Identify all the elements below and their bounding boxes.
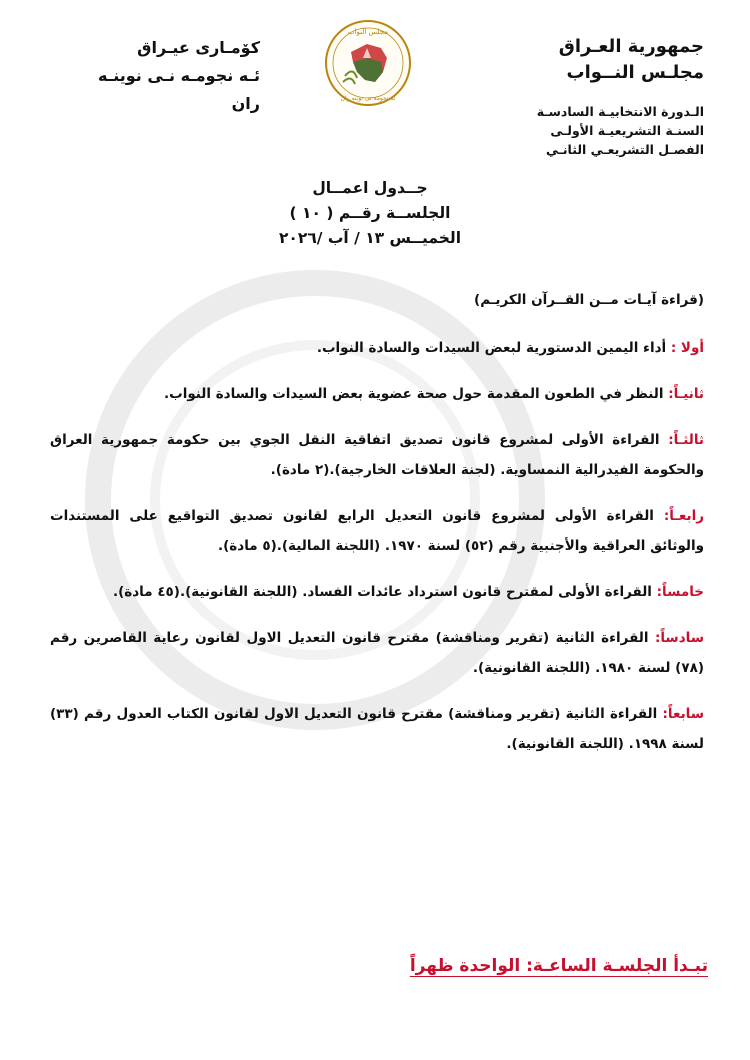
agenda-item-text: أداء اليمين الدستورية لبعض السيدات والسادة النواب.: [316, 340, 667, 356]
header-legislative-term: الفصـل التشريعـي الثانـي: [545, 142, 704, 157]
agenda-item: [50, 379, 704, 409]
agenda-item: [50, 425, 704, 485]
parliament-logo: [323, 18, 413, 108]
agenda-item-text: القراءة الثانية (تقرير ومناقشة) مقترح قانون التعديل الاول لقانون الكتاب العدول رقم (٣٣) لسنة ١٩٩٨. (اللجنة القانونية).: [50, 706, 704, 752]
title-session-number: الجلســة رقــم ( ١٠ ): [289, 204, 451, 222]
agenda-item: [50, 577, 704, 607]
agenda-item: [50, 699, 704, 759]
agenda-item-label: خامساً:: [656, 584, 704, 600]
agenda-item-text: النظر في الطعون المقدمة حول صحة عضوية بعض السيدات والسادة النواب.: [164, 386, 664, 402]
agenda-item-label: أولا :: [670, 340, 704, 356]
header-council-kurdish: ئـه نجومـه نـى نوينـه ران: [98, 66, 260, 113]
agenda-title: [220, 176, 520, 251]
agenda-intro: (قراءة آيـات مــن القــرآن الكريـم): [474, 292, 704, 308]
logo-bottom-text: ئه نجومه نى نوينه ران: [340, 95, 396, 102]
agenda-item: [50, 333, 704, 363]
agenda-item-label: سابعاً:: [662, 706, 704, 722]
agenda-content: [50, 292, 704, 775]
agenda-item-label: ثالثـاً:: [668, 432, 704, 448]
header-legislative-year: السنـة التشريعيـة الأولـى: [550, 123, 704, 138]
logo-emblem-icon: [323, 18, 413, 108]
logo-top-text: مجلس النواب: [347, 28, 389, 36]
agenda-item-text: القراءة الثانية (تقرير ومناقشة) مقترح قانون التعديل الاول لقانون رعاية القاصرين رقم (٧٨) لسنة ١٩٨٠. (اللجنة القانونية).: [50, 630, 704, 676]
header-session-info: [537, 102, 704, 159]
session-start-time: تبـدأ الجلسـة الساعـة: الواحدة ظهراً: [409, 956, 708, 976]
agenda-item-label: سادساً:: [654, 630, 704, 646]
agenda-item-text: القراءة الأولى لمشروع قانون تصديق اتفاقية النقل الجوي بين حكومة جمهورية العراق والحكومة الفيدرالية النمساوية. (لجنة العلاقات الخارجية).(٢ مادة).: [50, 432, 704, 478]
agenda-item-label: ثانيـاً:: [668, 386, 704, 402]
header-country-kurdish: كۆمـارى عيـراق: [137, 38, 260, 57]
header-country: جمهورية العـراق: [558, 36, 704, 57]
agenda-item: [50, 501, 704, 561]
header-left: [70, 34, 260, 118]
title-session-date: الخميــس ١٣ / آب /٢٠٢٦: [278, 229, 462, 247]
agenda-item-text: القراءة الأولى لمقترح قانون استرداد عائدات الفساد. (اللجنة القانونية).(٤٥ مادة).: [112, 584, 652, 600]
agenda-item-label: رابعـاً:: [663, 508, 704, 524]
title-agenda: جــدول اعمــال: [312, 179, 428, 197]
agenda-item-text: القراءة الأولى لمشروع قانون التعديل الرابع لقانون تصديق التواقيع على المستندات والوثائق العراقية والأجنبية رقم (٥٢) لسنة ١٩٧٠. (اللجنة المالية).(٥ مادة).: [50, 508, 704, 554]
header-right: [537, 34, 704, 159]
header-council: مجلـس النــواب: [566, 62, 704, 83]
header-electoral-cycle: الـدورة الانتخابيـة السادسـة: [536, 104, 704, 119]
agenda-item: [50, 623, 704, 683]
